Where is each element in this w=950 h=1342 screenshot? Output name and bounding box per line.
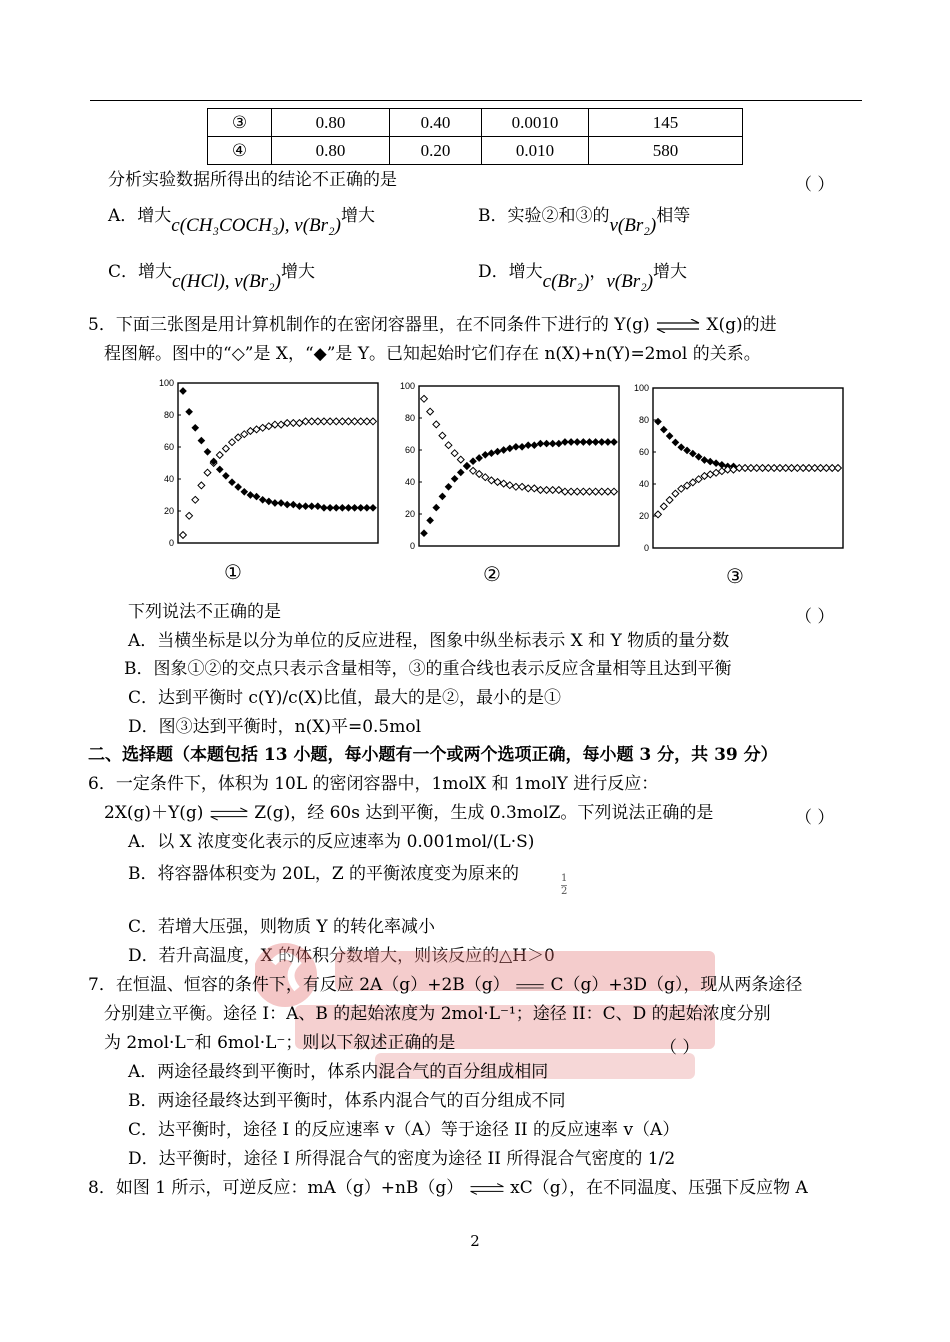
open-diamond-point <box>672 490 679 497</box>
q5-stem: 下列说法不正确的是 <box>128 602 281 622</box>
filled-diamond-point <box>427 517 434 524</box>
y-tick-label: 100 <box>399 381 415 391</box>
open-diamond-point <box>259 424 266 431</box>
filled-diamond-point <box>253 493 260 500</box>
q5-line-2: 程图解。图中的“◇”是 X，“◆”是 Y。已知起始时它们存在 n(X)+n(Y)=2mol 的关系。 <box>104 344 761 364</box>
filled-diamond-point <box>684 447 691 454</box>
plot-frame <box>178 383 378 543</box>
q7-option-c: C．达平衡时，途径 I 的反应速率 v（A）等于途径 II 的反应速率 v（A） <box>128 1120 680 1140</box>
table-cell: 0.40 <box>390 109 482 137</box>
open-diamond-point <box>488 477 495 484</box>
open-diamond-point <box>180 532 187 539</box>
open-diamond-point <box>500 480 507 487</box>
q4-option-b-math: v(Br₂) <box>609 215 657 236</box>
open-diamond-point <box>835 465 842 472</box>
filled-diamond-point <box>695 453 702 460</box>
filled-diamond-point <box>666 433 673 440</box>
open-diamond-point <box>265 423 272 430</box>
open-diamond-point <box>666 497 673 504</box>
open-diamond-point <box>494 479 501 486</box>
table-cell: 0.80 <box>272 109 390 137</box>
y-tick-label: 0 <box>409 541 415 551</box>
y-tick-label: 0 <box>168 538 174 548</box>
q4-option-c-suffix: 增大 <box>280 262 315 282</box>
q6-option-a: A．以 X 浓度变化表示的反应速率为 0.001mol/(L·S) <box>128 832 535 852</box>
open-diamond-point <box>198 482 205 489</box>
filled-diamond-point <box>689 450 696 457</box>
q4-stem: 分析实验数据所得出的结论不正确的是 <box>108 170 397 190</box>
q6-line-2-b: Z(g)，经 60s 达到平衡，生成 0.3molZ。下列说法正确的是 <box>254 803 714 823</box>
open-diamond-point <box>445 442 452 449</box>
chart-3 <box>627 380 849 560</box>
open-diamond-point <box>519 483 526 490</box>
open-diamond-point <box>421 395 428 402</box>
q6-option-d: D．若升高温度，X 的体积分数增大，则该反应的△H＞0 <box>128 946 555 966</box>
chart-2 <box>393 378 625 558</box>
filled-diamond-point <box>476 455 483 462</box>
q4-option-c <box>108 260 315 292</box>
y-tick-label: 80 <box>404 413 415 423</box>
q6-fraction <box>561 873 567 898</box>
filled-diamond-point <box>701 457 708 464</box>
q4-answer-paren: （ ） <box>795 175 835 195</box>
q4-option-a-suffix: 增大 <box>340 206 375 226</box>
q8-line-1-a: 8．如图 1 所示，可逆反应：mA（g）+nB（g） <box>88 1178 464 1198</box>
filled-diamond-point <box>192 424 199 431</box>
filled-diamond-point <box>611 439 618 446</box>
open-diamond-point <box>253 426 260 433</box>
filled-diamond-point <box>506 445 513 452</box>
filled-diamond-point <box>470 458 477 465</box>
filled-diamond-point <box>229 479 236 486</box>
y-tick-label: 40 <box>163 474 174 484</box>
chart-3-label: ③ <box>726 564 744 588</box>
open-diamond-point <box>707 471 714 478</box>
filled-diamond-point <box>247 492 254 499</box>
q7-option-b: B．两途径最终达到平衡时，体系内混合气的百分组成不同 <box>128 1091 566 1111</box>
open-diamond-point <box>247 428 254 435</box>
q5-line-1 <box>88 313 777 337</box>
open-diamond-point <box>476 471 483 478</box>
chart-1-label: ① <box>224 560 242 584</box>
q7-line-1-b: C（g）+3D（g），现从两条途径 <box>550 975 803 995</box>
table-cell: 0.20 <box>390 137 482 165</box>
equilibrium-arrow-icon <box>469 1182 505 1196</box>
equilibrium-arrow-icon <box>209 807 249 821</box>
filled-diamond-point <box>421 530 428 537</box>
open-diamond-point <box>204 469 211 476</box>
q4-option-a-prefix: A．增大 <box>108 206 172 226</box>
q6-option-c: C．若增大压强，则物质 Y 的转化率减小 <box>128 917 436 937</box>
filled-diamond-point <box>519 443 526 450</box>
filled-diamond-point <box>235 484 242 491</box>
open-diamond-point <box>223 445 230 452</box>
table-cell: 580 <box>589 137 743 165</box>
q4-option-d <box>478 260 688 292</box>
open-diamond-point <box>678 485 685 492</box>
filled-diamond-point <box>241 488 248 495</box>
q7-line-2: 分别建立平衡。途径 I：A、B 的起始浓度为 2mol·L⁻¹；途径 II：C、D 的起始浓度分别 <box>104 1004 771 1024</box>
filled-diamond-point <box>433 504 440 511</box>
q4-option-d-math2: v(Br₂) <box>606 271 654 292</box>
page-number: 2 <box>470 1232 480 1250</box>
filled-diamond-point <box>265 498 272 505</box>
open-diamond-point <box>470 467 477 474</box>
filled-diamond-point <box>445 483 452 490</box>
plot-frame <box>419 386 619 546</box>
open-diamond-point <box>482 474 489 481</box>
filled-diamond-point <box>278 500 285 507</box>
open-diamond-point <box>241 431 248 438</box>
open-diamond-point <box>229 439 236 446</box>
filled-diamond-point <box>494 448 501 455</box>
q7-option-a: A．两途径最终到平衡时，体系内混合气的百分组成相同 <box>128 1062 549 1082</box>
q4-option-c-math: c(HCl), v(Br₂) <box>172 271 281 292</box>
open-diamond-point <box>695 476 702 483</box>
y-tick-label: 80 <box>638 415 649 425</box>
filled-diamond-point <box>314 503 321 510</box>
filled-diamond-point <box>707 458 714 465</box>
q5-option-a: A．当横坐标是以分为单位的反应进程，图象中纵坐标表示 X 和 Y 物质的量分数 <box>128 631 730 651</box>
open-diamond-point <box>701 473 708 480</box>
filled-diamond-point <box>198 437 205 444</box>
q6-fraction-denominator: 2 <box>561 886 568 897</box>
table-cell: ③ <box>208 109 272 137</box>
header-rule <box>90 100 862 101</box>
table-row <box>208 137 743 165</box>
y-tick-label: 0 <box>643 543 649 553</box>
filled-diamond-point <box>531 442 538 449</box>
open-diamond-point <box>457 456 464 463</box>
open-diamond-point <box>555 487 562 494</box>
filled-diamond-point <box>482 451 489 458</box>
q4-option-a-math: c(CH₃COCH₃), v(Br₂) <box>171 215 341 236</box>
open-diamond-point <box>689 479 696 486</box>
q4-option-d-suffix: 增大 <box>653 262 688 282</box>
q5-line-1-b: X(g)的进 <box>706 315 777 335</box>
q6-answer-paren: （ ） <box>795 808 835 828</box>
y-tick-label: 60 <box>638 447 649 457</box>
filled-diamond-point <box>259 496 266 503</box>
section-2-heading: 二、选择题（本题包括 13 小题，每小题有一个或两个选项正确，每小题 3 分，共 39 分） <box>88 745 778 765</box>
equilibrium-arrow-icon <box>655 319 701 333</box>
table-cell: ④ <box>208 137 272 165</box>
open-diamond-point <box>718 468 725 475</box>
y-tick-label: 80 <box>163 410 174 420</box>
q4-option-b-suffix: 相等 <box>656 206 691 226</box>
chart-2-label: ② <box>483 562 501 586</box>
open-diamond-point <box>713 469 720 476</box>
q4-option-b-prefix: B．实验②和③的 <box>478 206 610 226</box>
q4-option-d-prefix: D．增大 <box>478 262 543 282</box>
y-tick-label: 100 <box>158 378 174 388</box>
filled-diamond-point <box>439 493 446 500</box>
open-diamond-point <box>451 450 458 457</box>
y-tick-label: 20 <box>404 509 415 519</box>
q6-fraction-numerator: 1 <box>561 873 568 884</box>
q6-line-1: 6．一定条件下，体积为 10L 的密闭容器中，1molX 和 1molY 进行反应： <box>88 774 659 794</box>
q4-option-b <box>478 204 691 236</box>
filled-diamond-point <box>186 408 193 415</box>
filled-diamond-point <box>204 448 211 455</box>
table-cell: 0.0010 <box>482 109 589 137</box>
filled-diamond-point <box>451 475 458 482</box>
open-diamond-point <box>186 512 193 519</box>
q4-option-d-math: c(Br₂) <box>542 271 590 292</box>
q5-line-1-a: 5．下面三张图是用计算机制作的在密闭容器里，在不同条件下进行的 Y(g) <box>88 315 650 335</box>
filled-diamond-point <box>488 450 495 457</box>
table-cell: 0.010 <box>482 137 589 165</box>
q5-option-d: D．图③达到平衡时，n(X)平=0.5mol <box>128 717 422 737</box>
y-tick-label: 20 <box>638 511 649 521</box>
q7-line-1 <box>88 973 802 997</box>
open-diamond-point <box>439 432 446 439</box>
q7-answer-paren: （ ） <box>660 1038 700 1058</box>
table-cell: 145 <box>589 109 743 137</box>
filled-diamond-point <box>672 439 679 446</box>
table-row <box>208 109 743 137</box>
q6-option-b: B．将容器体积变为 20L，Z 的平衡浓度变为原来的 <box>128 864 520 884</box>
table-cell: 0.80 <box>272 137 390 165</box>
filled-diamond-point <box>678 444 685 451</box>
y-tick-label: 40 <box>404 477 415 487</box>
y-tick-label: 60 <box>404 445 415 455</box>
q6-line-2 <box>104 801 713 825</box>
filled-diamond-point <box>223 472 230 479</box>
y-tick-label: 20 <box>163 506 174 516</box>
open-diamond-point <box>216 452 223 459</box>
open-diamond-point <box>296 420 303 427</box>
filled-diamond-point <box>500 447 507 454</box>
filled-diamond-point <box>713 460 720 467</box>
open-diamond-point <box>660 503 667 510</box>
filled-diamond-point <box>655 418 662 425</box>
q5-option-b: B．图象①②的交点只表示含量相等，③的重合线也表示反应含量相等且达到平衡 <box>124 659 732 679</box>
q8-line-1-b: xC（g），在不同温度、压强下反应物 A <box>510 1178 808 1198</box>
filled-diamond-point <box>290 501 297 508</box>
q8-line-1 <box>88 1176 808 1200</box>
open-diamond-point <box>655 511 662 518</box>
q7-line-3: 为 2mol·L⁻和 6mol·L⁻；则以下叙述正确的是 <box>104 1033 456 1053</box>
filled-diamond-point <box>180 388 187 395</box>
filled-diamond-point <box>555 440 562 447</box>
equilibrium-arrow-icon <box>515 979 545 993</box>
filled-diamond-point <box>370 504 377 511</box>
open-diamond-point <box>278 421 285 428</box>
q6-line-2-a: 2X(g)＋Y(g) <box>104 803 204 823</box>
y-tick-label: 60 <box>163 442 174 452</box>
q4-option-d-comma: ， <box>589 262 607 282</box>
open-diamond-point <box>531 485 538 492</box>
open-diamond-point <box>427 408 434 415</box>
open-diamond-point <box>433 421 440 428</box>
open-diamond-point <box>684 482 691 489</box>
open-diamond-point <box>235 434 242 441</box>
chart-1 <box>152 375 384 555</box>
open-diamond-point <box>192 496 199 503</box>
filled-diamond-point <box>457 469 464 476</box>
data-table <box>207 108 743 165</box>
filled-diamond-point <box>464 463 471 470</box>
filled-diamond-point <box>216 466 223 473</box>
q5-option-c: C．达到平衡时 c(Y)/c(X)比值，最大的是②，最小的是① <box>128 688 562 708</box>
q7-option-d: D．达平衡时，途径 I 所得混合气的密度为途径 II 所得混合气密度的 1/2 <box>128 1149 676 1169</box>
q5-answer-paren: （ ） <box>795 607 835 627</box>
y-tick-label: 100 <box>633 383 649 393</box>
open-diamond-point <box>506 482 513 489</box>
open-diamond-point <box>611 488 618 495</box>
y-tick-label: 40 <box>638 479 649 489</box>
q4-option-a <box>108 204 375 236</box>
q7-line-1-a: 7．在恒温、恒容的条件下，有反应 2A（g）+2B（g） <box>88 975 510 995</box>
open-diamond-point <box>370 418 377 425</box>
q4-option-c-prefix: C．增大 <box>108 262 173 282</box>
filled-diamond-point <box>660 426 667 433</box>
